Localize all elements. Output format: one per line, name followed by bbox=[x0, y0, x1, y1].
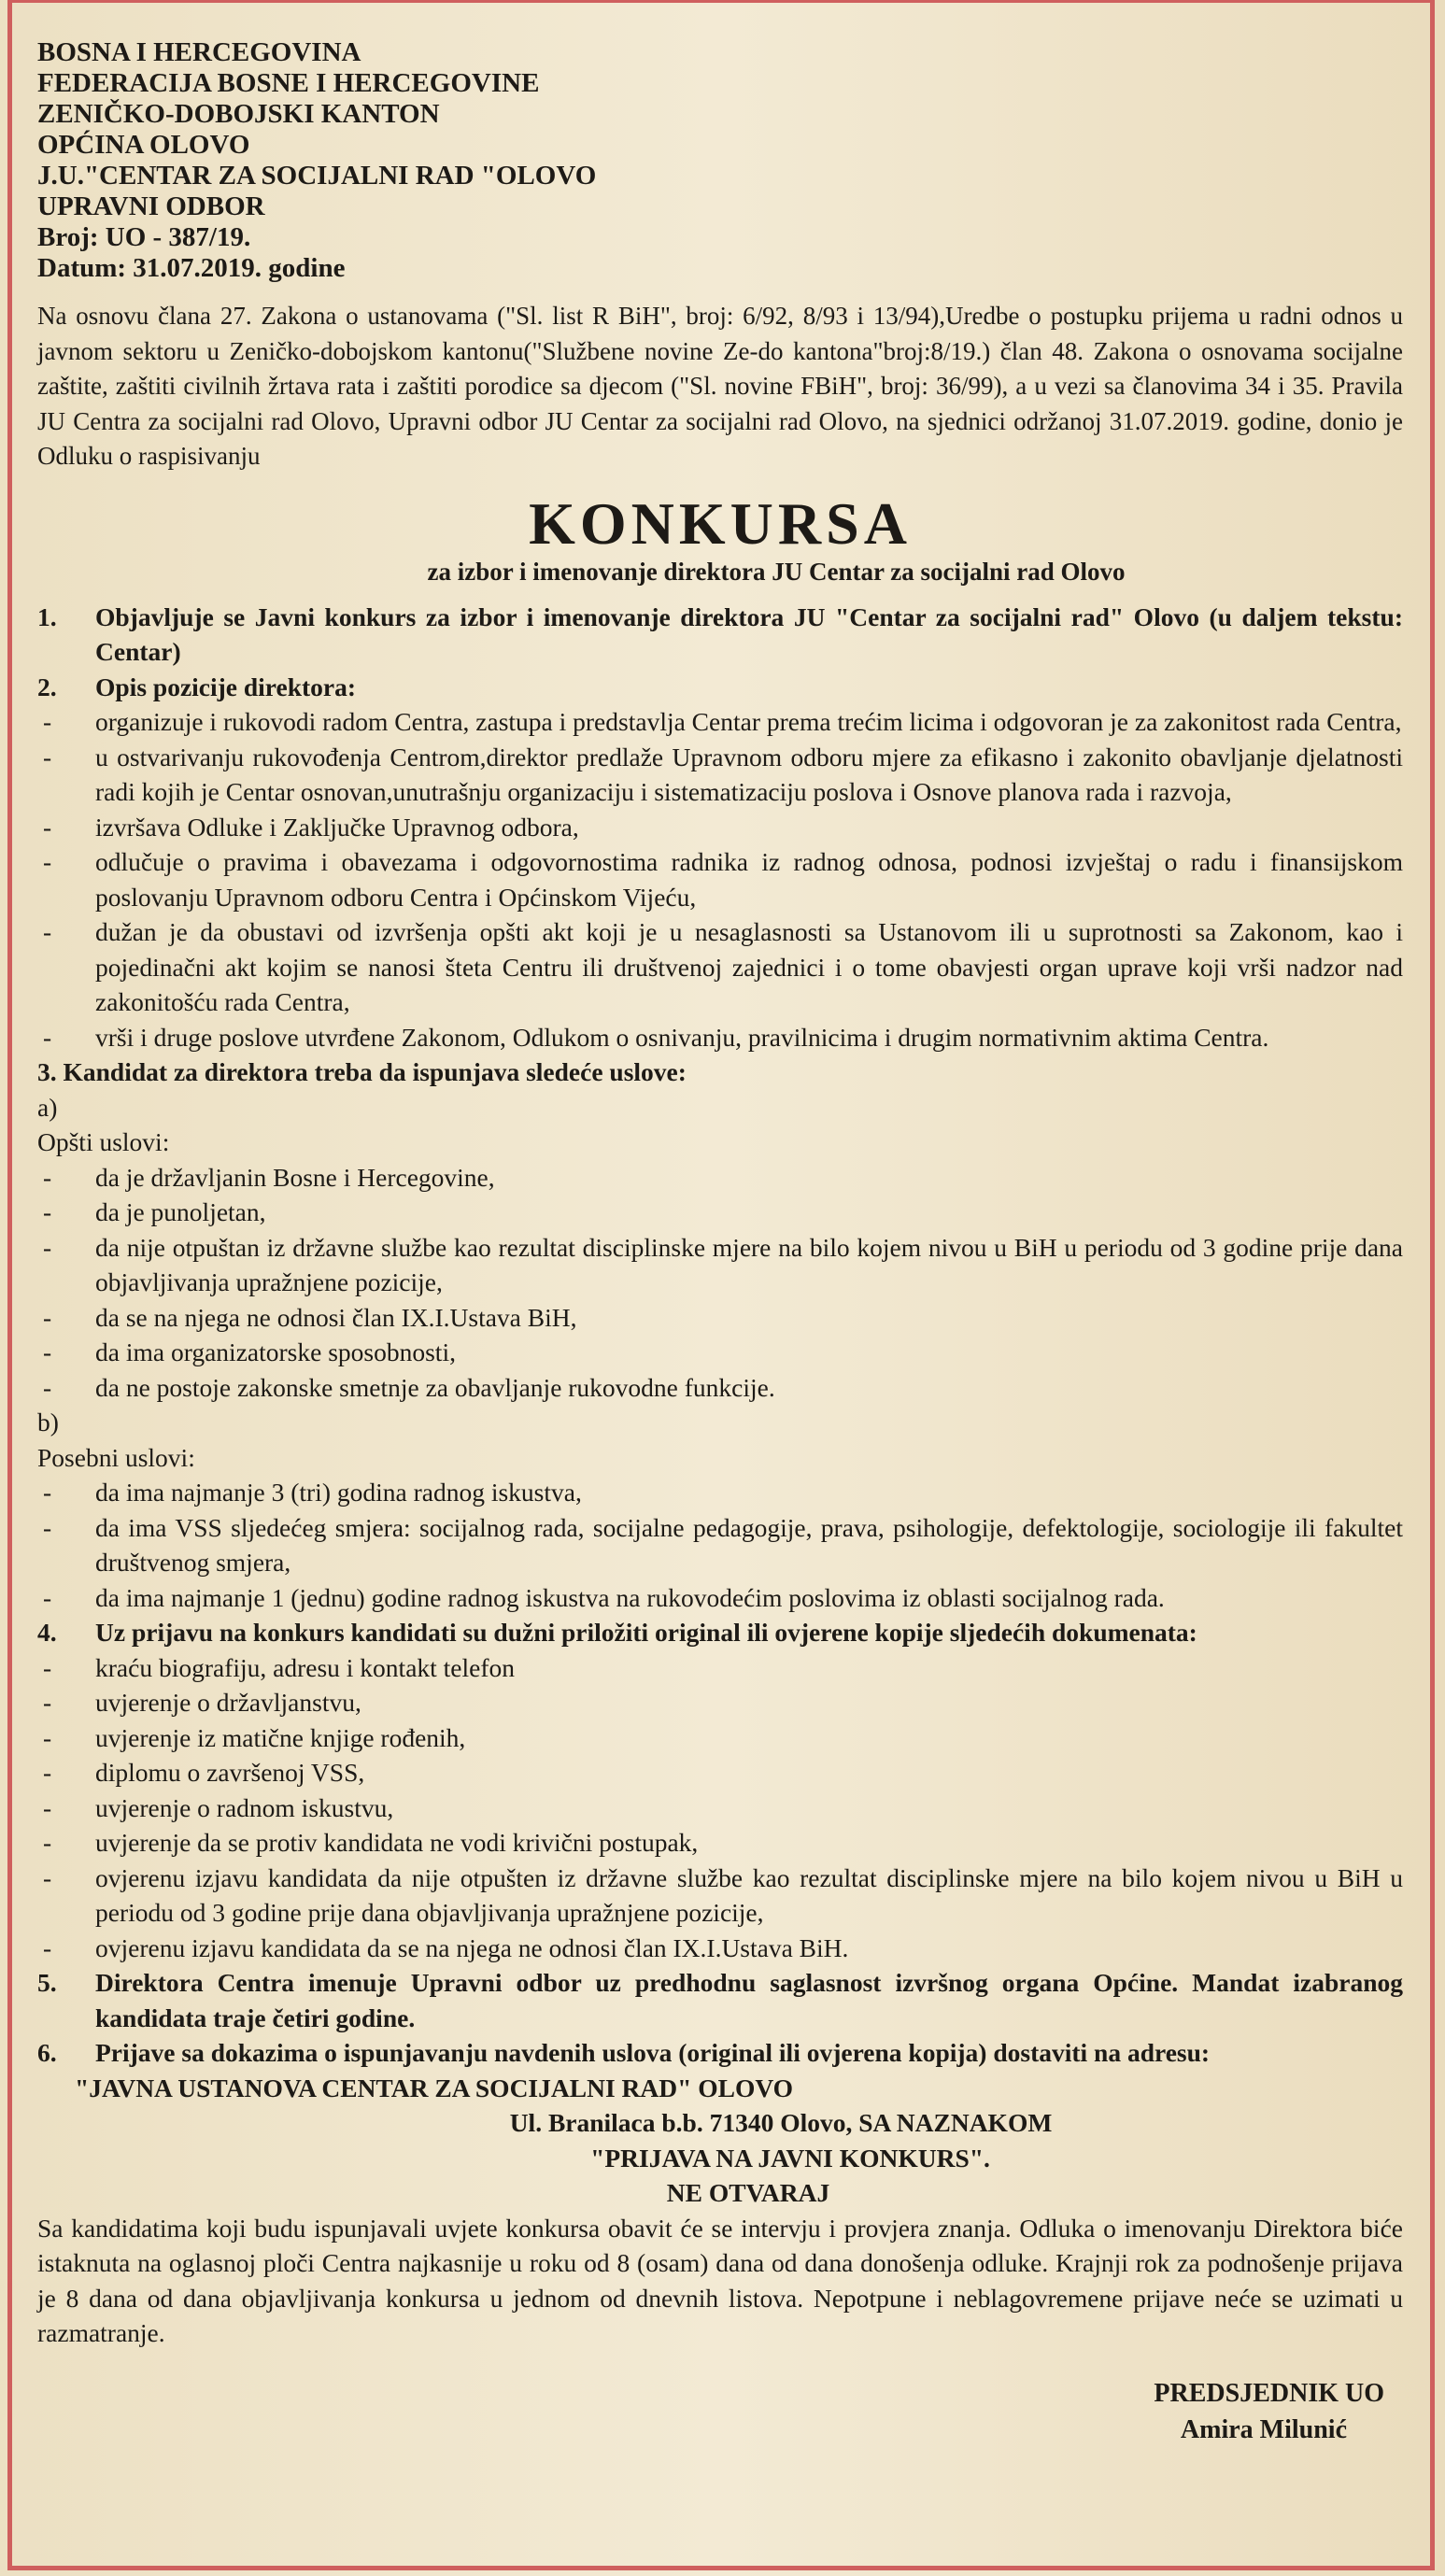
section-4-heading bbox=[37, 1615, 1403, 1650]
section-6-text: Prijave sa dokazima o ispunjavanju navdenih uslova (original ili ovjerena kopija) dostaviti na adresu: bbox=[95, 2038, 1211, 2067]
list-item bbox=[37, 1861, 1403, 1931]
list-item-text: izvršava Odluke i Zaključke Upravnog odbora, bbox=[95, 812, 579, 842]
dash-bullet: - bbox=[43, 1722, 52, 1752]
list-item bbox=[37, 1230, 1403, 1300]
list-item bbox=[37, 1475, 1403, 1510]
header-line-federation: FEDERACIJA BOSNE I HERCEGOVINE bbox=[37, 68, 540, 98]
dash-bullet: - bbox=[43, 1478, 52, 1507]
list-item bbox=[37, 704, 1403, 740]
header-line-number: Broj: UO - 387/19. bbox=[37, 222, 251, 252]
dash-bullet: - bbox=[43, 1932, 52, 1962]
list-item bbox=[37, 914, 1403, 1020]
section-2-heading bbox=[37, 670, 1403, 705]
dash-bullet: - bbox=[43, 1302, 52, 1332]
dash-bullet: - bbox=[43, 917, 52, 946]
list-item-text: uvjerenje da se protiv kandidata ne vodi krivični postupak, bbox=[95, 1828, 699, 1857]
section-2-number: 2. bbox=[37, 672, 57, 701]
list-item-text: da ima organizatorske sposobnosti, bbox=[95, 1338, 456, 1366]
list-item-text: ovjerenu izjavu kandidata da se na njega ne odnosi član IX.I.Ustava BiH. bbox=[95, 1932, 849, 1962]
list-item-text: u ostvarivanju rukovođenja Centrom,direktor predlaže Upravnom odboru mjere za efikasno i zakonito obavljanje djelatnosti radi kojih je Centar osnovan,unutrašnju organizaciju i sistematizaciju poslova i Osnove planova rada i razvoja, bbox=[95, 742, 1403, 806]
section-4-number: 4. bbox=[37, 1618, 57, 1647]
section-1-text: Objavljuje se Javni konkurs za izbor i imenovanje direktora JU "Centar za socijalni rad" Olovo (u daljem tekstu: Centar) bbox=[95, 602, 1403, 666]
dash-bullet: - bbox=[43, 1758, 52, 1787]
dash-bullet: - bbox=[43, 1828, 52, 1857]
list-item bbox=[37, 844, 1403, 914]
notice-subtitle: za izbor i imenovanje direktora JU Centar za socijalni rad Olovo bbox=[427, 557, 1126, 586]
issuer-header bbox=[37, 37, 1403, 284]
notice-content bbox=[37, 37, 1403, 2448]
list-item-text: da nije otpuštan iz državne službe kao rezultat disciplinske mjere na bilo kojem nivou u BiH u periodu od 3 godine prije dana objavljivanja upražnjene pozicije, bbox=[95, 1232, 1403, 1296]
header-line-date: Datum: 31.07.2019. godine bbox=[37, 253, 346, 283]
intro-paragraph: Na osnovu člana 27. Zakona o ustanovama ("Sl. list R BiH", broj: 6/92, 8/93 i 13/94),Uredbe o postupku prijema u radni odnos u javnom sektoru u Zeničko-dobojskom kantonu("Službene novine Ze-do kantona"broj:8/19.) član 48. Zakona o osnovama socijalne zaštite, zaštiti civilnih žrtava rata i zaštiti porodice sa djecom ("Sl. novine FBiH", broj: 36/99), a u vezi sa članovima 34 i 35. Pravila JU Centra za socijalni rad Olovo, Upravni odbor JU Centar za socijalni rad Olovo, na sjednici održanoj 31.07.2019. godine, donio je Odluku o raspisivanju bbox=[37, 302, 1403, 470]
closing-paragraph: Sa kandidatima koji budu ispunjavali uvjete konkursa obavit će se intervju i provjera znanja. Odluka o imenovanju Direktora biće istaknuta na oglasnoj ploči Centra najkasnije u roku od 8 (osam) dana od dana donošenja odluke. Krajnji rok za podnošenje prijava je 8 dana od dana objavljivanja konkursa u jednom od dnevnih listova. Nepotpune i neblagovremene prijave neće se uzimati u razmatranje. bbox=[37, 2213, 1403, 2347]
special-conditions-label: Posebni uslovi: bbox=[37, 1442, 195, 1472]
section-1-number: 1. bbox=[37, 602, 57, 631]
list-item bbox=[37, 1195, 1403, 1230]
signature-title: PREDSJEDNIK UO bbox=[1154, 2378, 1384, 2408]
list-item-text: da je državljanin Bosne i Hercegovine, bbox=[95, 1162, 495, 1192]
list-item bbox=[37, 1335, 1403, 1370]
dash-bullet: - bbox=[43, 742, 52, 771]
list-item-text: da se na njega ne odnosi član IX.I.Ustava BiH, bbox=[95, 1302, 577, 1332]
list-item-text: vrši i druge poslove utvrđene Zakonom, Odlukom o osnivanju, pravilnicima i drugim normativnim aktima Centra. bbox=[95, 1022, 1269, 1052]
list-item bbox=[37, 1755, 1403, 1790]
section-3-b-label: b) bbox=[37, 1408, 59, 1437]
section-6-number: 6. bbox=[37, 2038, 57, 2067]
list-item-text: da ima VSS sljedećeg smjera: socijalnog rada, socijalne pedagogije, prava, psihologije, defektologije, sociologije ili fakultet društvenog smjera, bbox=[95, 1512, 1403, 1577]
list-item-text: kraću biografiju, adresu i kontakt telefon bbox=[95, 1652, 516, 1682]
section-2-heading-text: Opis pozicije direktora: bbox=[95, 672, 357, 701]
list-item bbox=[37, 1685, 1403, 1720]
header-line-canton: ZENIČKO-DOBOJSKI KANTON bbox=[37, 99, 440, 129]
list-item bbox=[37, 1370, 1403, 1406]
dash-bullet: - bbox=[43, 1197, 52, 1226]
dash-bullet: - bbox=[43, 847, 52, 876]
general-conditions-label: Opšti uslovi: bbox=[37, 1127, 170, 1156]
address-institution: "JAVNA USTANOVA CENTAR ZA SOCIJALNI RAD" OLOVO bbox=[75, 2073, 794, 2102]
list-item bbox=[37, 740, 1403, 810]
signature-name: Amira Milunić bbox=[1180, 2414, 1347, 2444]
list-item bbox=[37, 1020, 1403, 1055]
dash-bullet: - bbox=[43, 1232, 52, 1262]
notice-title: KONKURSA bbox=[529, 489, 912, 557]
section-1 bbox=[37, 600, 1403, 670]
list-item-text: dužan je da obustavi od izvršenja opšti akt koji je u nesaglasnosti sa Ustanovom ili u suprotnosti sa Zakonom, kao i pojedinačni akt kojim se nanosi šteta Centru ili društvenoj zajednici i o tome obavjesti organ uprave koji vrši nadzor nad zakonitošću rada Centra, bbox=[95, 917, 1403, 1016]
address-label: "PRIJAVA NA JAVNI KONKURS". bbox=[590, 2143, 990, 2173]
header-line-country: BOSNA I HERCEGOVINA bbox=[37, 37, 361, 67]
list-item-text: da ima najmanje 1 (jednu) godine radnog iskustva na rukovodećim poslovima iz oblasti socijalnog rada. bbox=[95, 1582, 1165, 1612]
dash-bullet: - bbox=[43, 1862, 52, 1892]
dash-bullet: - bbox=[43, 1652, 52, 1682]
dash-bullet: - bbox=[43, 1372, 52, 1402]
header-line-municipality: OPĆINA OLOVO bbox=[37, 130, 250, 160]
dash-bullet: - bbox=[43, 1162, 52, 1192]
dash-bullet: - bbox=[43, 1512, 52, 1542]
list-item bbox=[37, 810, 1403, 845]
dash-bullet: - bbox=[43, 1792, 52, 1822]
list-item bbox=[37, 1650, 1403, 1686]
header-line-institution: J.U."CENTAR ZA SOCIJALNI RAD "OLOVO bbox=[37, 161, 597, 191]
list-item bbox=[37, 1825, 1403, 1861]
address-do-not-open: NE OTVARAJ bbox=[666, 2178, 830, 2207]
list-item-text: uvjerenje o državljanstvu, bbox=[95, 1688, 361, 1717]
list-item-text: uvjerenje iz matične knjige rođenih, bbox=[95, 1722, 466, 1752]
dash-bullet: - bbox=[43, 707, 52, 736]
section-3-a-label: a) bbox=[37, 1092, 58, 1122]
notice-body bbox=[37, 600, 1403, 2351]
list-item-text: diplomu o završenoj VSS, bbox=[95, 1758, 365, 1787]
list-item bbox=[37, 1790, 1403, 1826]
list-item-text: uvjerenje o radnom iskustvu, bbox=[95, 1792, 394, 1822]
list-item-text: ovjerenu izjavu kandidata da nije otpušten iz državne službe kao rezultat disciplinske mjere na bilo kojem nivou u BiH u periodu od 3 godine prije dana objavljivanja upražnjene pozicije, bbox=[95, 1862, 1403, 1927]
list-item bbox=[37, 1300, 1403, 1336]
list-item bbox=[37, 1160, 1403, 1196]
section-4-heading-text: Uz prijavu na konkurs kandidati su dužni priložiti original ili ovjerene kopije sljedećih dokumenata: bbox=[95, 1618, 1197, 1647]
header-line-board: UPRAVNI ODBOR bbox=[37, 191, 265, 221]
list-item-text: odlučuje o pravima i obavezama i odgovornostima radnika iz radnog odnosa, podnosi izvještaj o radu i finansijskom poslovanju Upravnom odboru Centra i Općinskom Vijeću, bbox=[95, 847, 1403, 912]
list-item-text: da je punoljetan, bbox=[95, 1197, 266, 1226]
dash-bullet: - bbox=[43, 1022, 52, 1052]
section-5-number: 5. bbox=[37, 1968, 57, 1997]
list-item bbox=[37, 1580, 1403, 1616]
list-item-text: da ima najmanje 3 (tri) godina radnog iskustva, bbox=[95, 1478, 582, 1507]
dash-bullet: - bbox=[43, 812, 52, 842]
list-item-text: organizuje i rukovodi radom Centra, zastupa i predstavlja Centar prema trećim licima i odgovoran je za zakonitost rada Centra, bbox=[95, 707, 1402, 736]
section-6 bbox=[37, 2035, 1403, 2071]
dash-bullet: - bbox=[43, 1338, 52, 1366]
dash-bullet: - bbox=[43, 1688, 52, 1717]
list-item-text: da ne postoje zakonske smetnje za obavljanje rukovodne funkcije. bbox=[95, 1372, 775, 1402]
dash-bullet: - bbox=[43, 1582, 52, 1612]
address-street: Ul. Branilaca b.b. 71340 Olovo, SA NAZNAKOM bbox=[509, 2108, 1053, 2137]
list-item bbox=[37, 1510, 1403, 1580]
section-5-text: Direktora Centra imenuje Upravni odbor uz predhodnu saglasnost izvršnog organa Općine. Mandat izabranog kandidata traje četiri godine. bbox=[95, 1968, 1403, 2032]
section-5 bbox=[37, 1965, 1403, 2035]
list-item bbox=[37, 1720, 1403, 1756]
section-3-heading: 3. Kandidat za direktora treba da ispunjava sledeće uslove: bbox=[37, 1057, 687, 1086]
signature-block bbox=[37, 2375, 1403, 2448]
list-item bbox=[37, 1931, 1403, 1966]
